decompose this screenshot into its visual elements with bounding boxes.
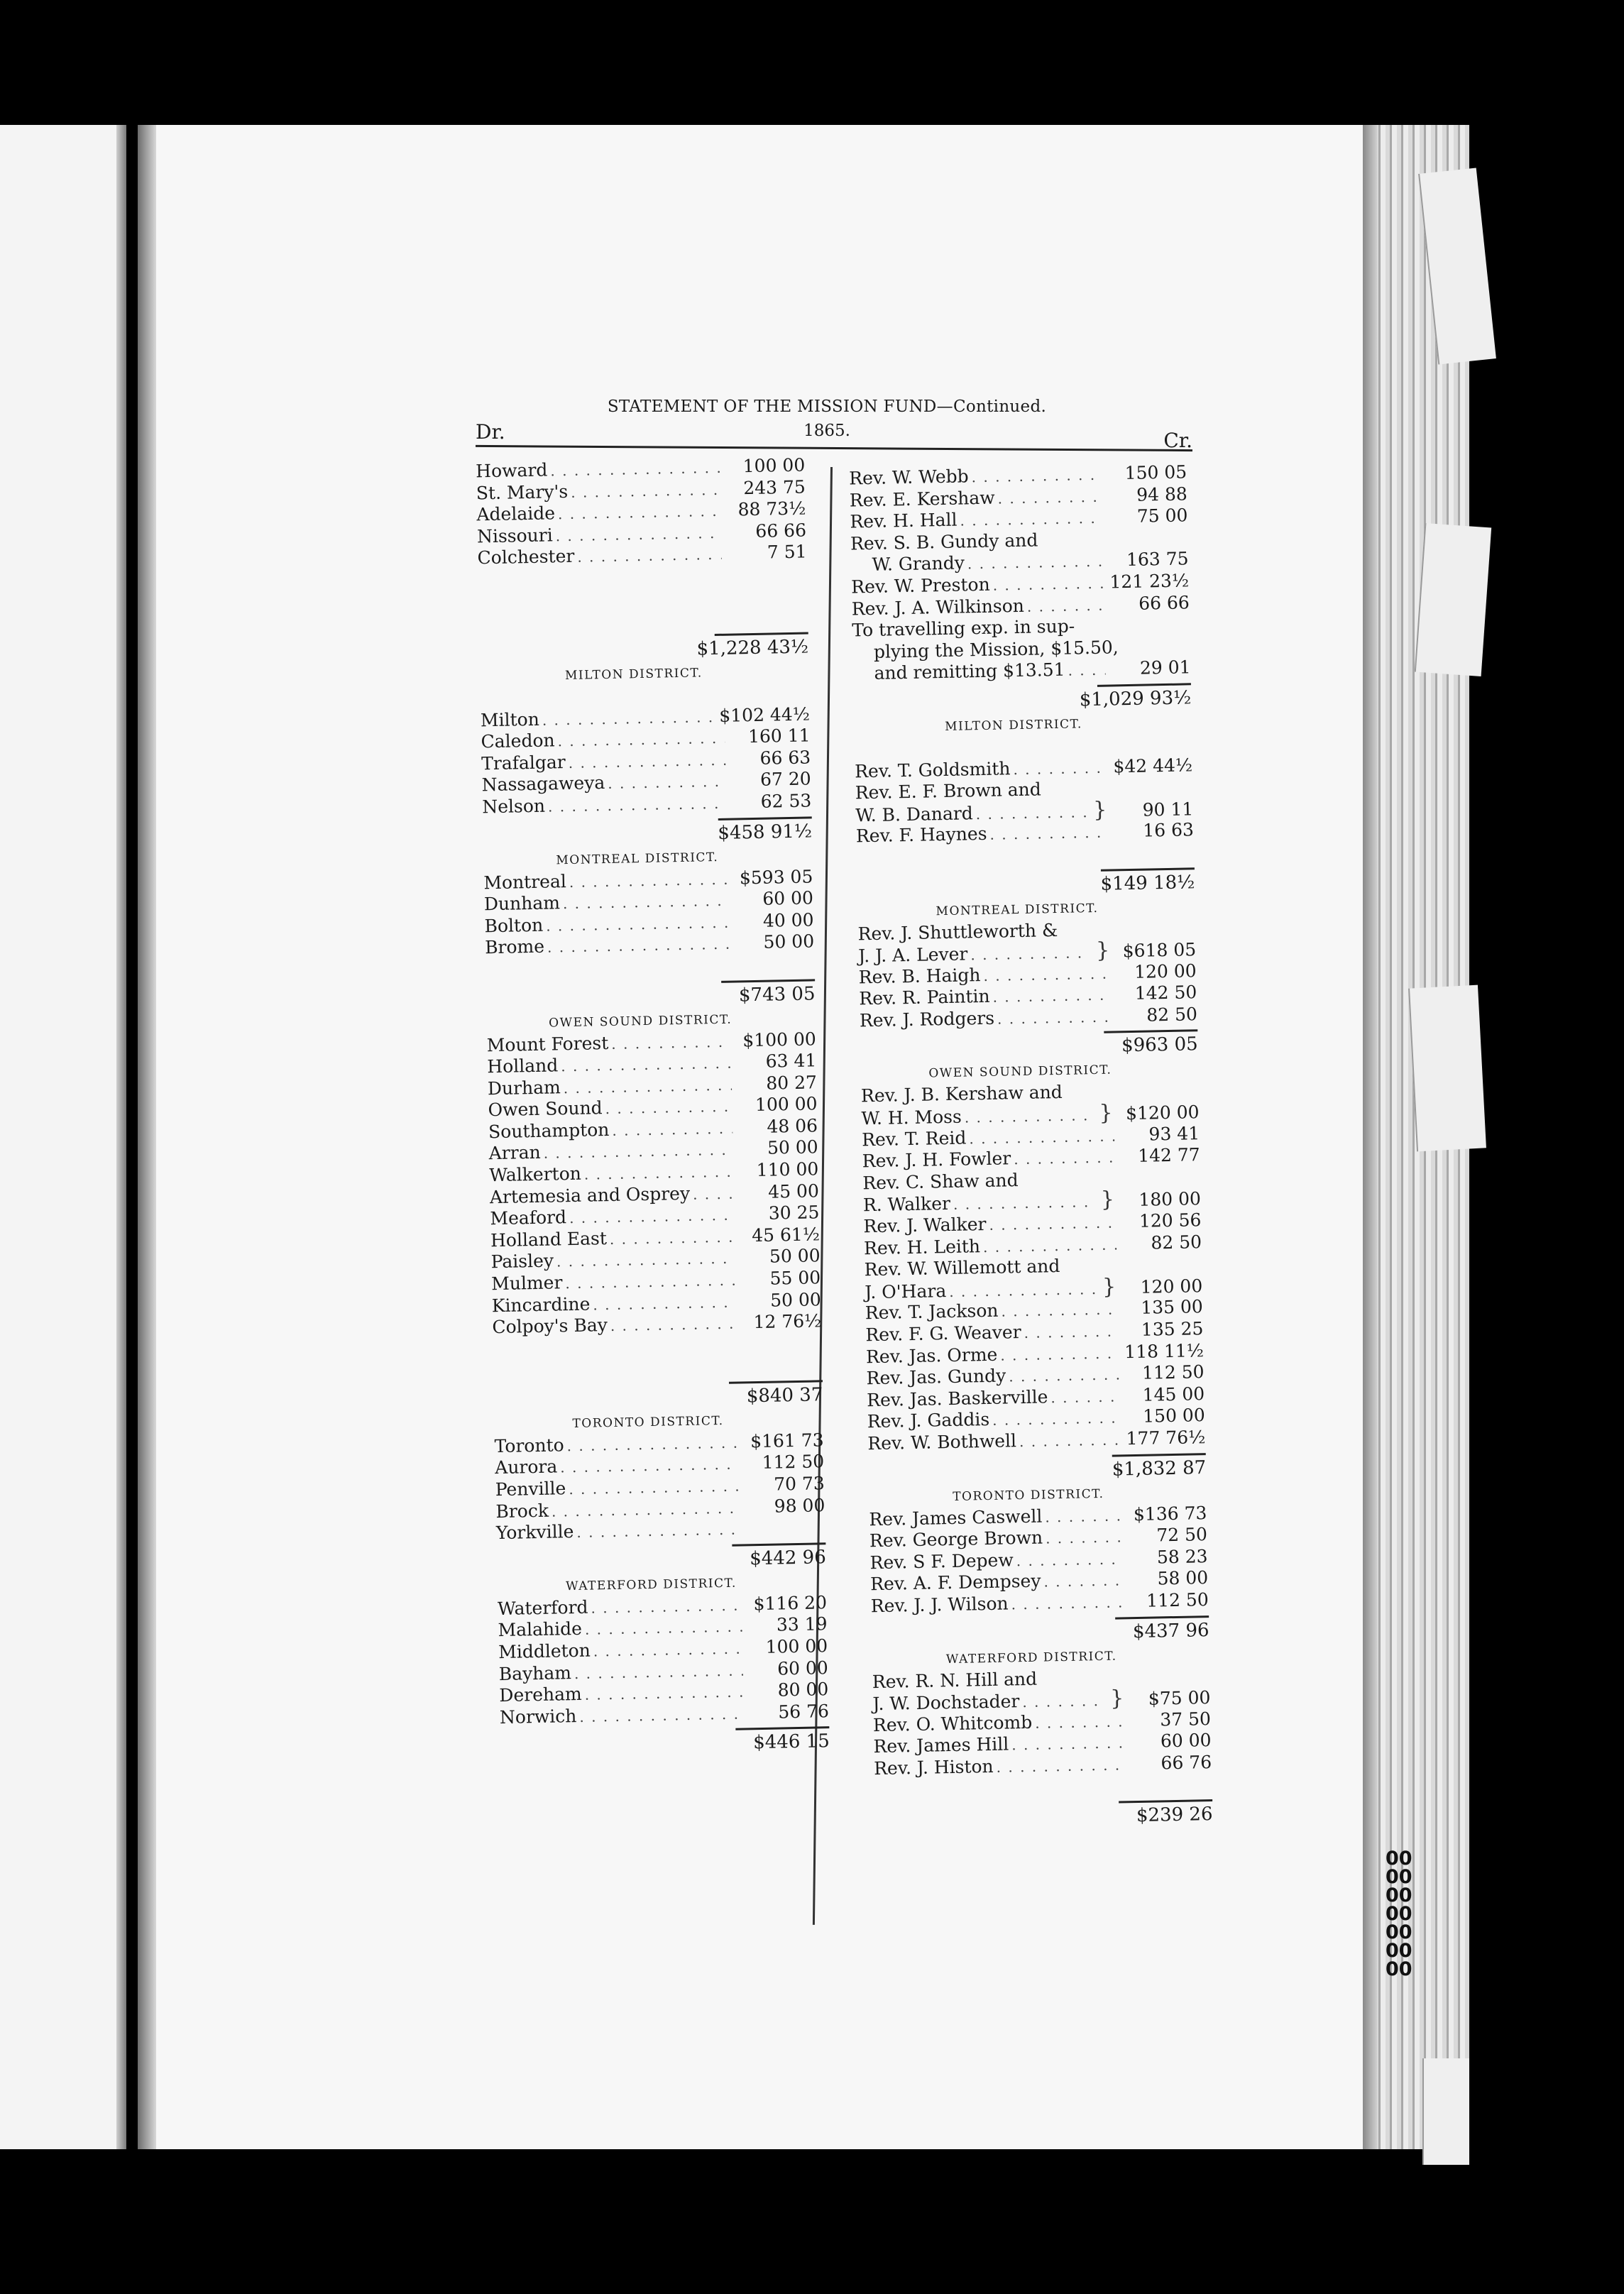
entry-name: Rev. C. Shaw and	[862, 1169, 1019, 1194]
entry-amount: 160 11	[747, 725, 811, 747]
district-heading: TORONTO DISTRICT.	[572, 1413, 724, 1431]
entry-name: Rev. J. H. Fowler	[862, 1148, 1011, 1172]
leader-dots	[1068, 659, 1106, 682]
entry-name: Rev. J. A. Wilkinson	[851, 595, 1025, 620]
leader-dots	[1011, 1591, 1124, 1615]
leader-dots	[1016, 1548, 1122, 1571]
entry-name: Rev. W. Webb	[848, 466, 969, 489]
district-heading: WATERFORD DISTRICT.	[565, 1576, 737, 1594]
entry-name: To travelling exp. in sup-	[852, 615, 1075, 641]
leader-dots	[1000, 1342, 1119, 1366]
debit-column	[454, 455, 830, 1762]
section-milton	[836, 754, 1194, 848]
section-total: $840 37	[746, 1384, 823, 1407]
entry-amount: 66 63	[759, 747, 811, 769]
leader-dots	[1121, 652, 1187, 653]
section-unnamed	[830, 461, 1191, 686]
brace-icon: }	[1102, 1274, 1116, 1300]
entry-amount: 60 00	[762, 887, 814, 909]
leader-dots	[585, 1616, 742, 1641]
entry-amount: 118 11½	[1124, 1339, 1205, 1362]
entry-amount: 121 23½	[1109, 570, 1190, 593]
entry-name: Rev. J. Rodgers	[859, 1007, 995, 1031]
entry-name: Rev. F. G. Weaver	[865, 1322, 1021, 1346]
leader-dots	[992, 573, 1104, 597]
leader-dots	[556, 1248, 735, 1273]
brace-icon: }	[1109, 1686, 1124, 1711]
entry-amount: 60 00	[1160, 1730, 1212, 1752]
entry-name: Walkerton	[489, 1163, 582, 1186]
entry-amount: 29 01	[1139, 657, 1191, 679]
entry-amount: 120 00	[1140, 1275, 1203, 1297]
entry-amount: 120 56	[1139, 1209, 1202, 1231]
entry-amount: 75 00	[1136, 505, 1188, 527]
entry-amount: 142 77	[1137, 1144, 1200, 1167]
leader-dots	[546, 911, 729, 937]
entry-name: Dereham	[499, 1684, 582, 1706]
entry-name: Howard	[475, 459, 548, 482]
entry-name: Rev. Jas. Gundy	[866, 1365, 1006, 1389]
entry-name-continued: W. B. Danard	[855, 802, 974, 826]
leader-dots	[960, 507, 1102, 532]
entry-name: Rev. W. Willemott and	[864, 1256, 1060, 1280]
entry-amount: $75 00	[1148, 1687, 1211, 1709]
entry-name: Milton	[480, 708, 540, 730]
section-total: $442 96	[749, 1547, 827, 1570]
leader-dots	[564, 1074, 733, 1099]
entry-name: Rev. J. Shuttleworth &	[857, 919, 1058, 944]
leader-dots	[611, 1031, 731, 1055]
entry-name: Rev. T. Goldsmith	[854, 757, 1011, 781]
leader-dots	[1043, 1570, 1123, 1593]
leader-dots	[558, 500, 721, 525]
entry-name-continued: plying the Mission, $15.50,	[873, 637, 1119, 662]
entry-name: Durham	[487, 1076, 561, 1099]
leader-dots	[976, 801, 1087, 825]
entry-name: St. Mary's	[476, 481, 569, 504]
leader-dots	[1014, 1147, 1115, 1170]
entry-amount: 66 76	[1161, 1751, 1212, 1774]
entry-name: Malahide	[498, 1618, 583, 1641]
entry-name: Dunham	[483, 892, 561, 915]
entry-amount: 62 53	[760, 790, 812, 812]
leader-dots	[569, 1476, 740, 1500]
section-owen-sound	[466, 1028, 822, 1339]
entry-amount: 142 50	[1134, 982, 1197, 1004]
entry-amount: 82 50	[1146, 1004, 1198, 1026]
entry-name: Rev. S F. Depew	[869, 1549, 1014, 1573]
leader-dots	[574, 1659, 743, 1684]
entry-amount: $100 00	[742, 1028, 816, 1050]
leader-dots	[1013, 757, 1107, 780]
entry-name: Brock	[495, 1500, 549, 1522]
entry-name: Aurora	[494, 1456, 558, 1478]
entry-name: Penville	[495, 1478, 566, 1500]
torn-page-tab	[1415, 523, 1491, 676]
leader-dots	[555, 522, 721, 547]
entry-amount: 50 00	[767, 1136, 818, 1159]
entry-name: Rev. R. Paintin	[859, 986, 990, 1009]
entry-name-continued: W. H. Moss	[861, 1106, 962, 1129]
leader-dots	[608, 771, 726, 795]
leader-dots	[1045, 1505, 1122, 1528]
leader-dots	[997, 485, 1102, 509]
entry-name: Rev. A. F. Dempsey	[869, 1570, 1041, 1595]
entry-amount: 50 00	[769, 1288, 822, 1311]
entry-amount: 135 25	[1141, 1318, 1204, 1340]
entry-name: Nelson	[482, 795, 546, 818]
district-heading: MILTON DISTRICT.	[944, 717, 1083, 734]
entry-amount: 66 66	[755, 520, 807, 542]
entry-name: Rev. James Hill	[873, 1733, 1009, 1757]
entry-amount: 55 00	[769, 1267, 821, 1289]
entry-amount: $161 73	[750, 1429, 824, 1452]
entry-amount: 100 00	[742, 454, 806, 477]
district-heading: OWEN SOUND DISTRICT.	[928, 1063, 1112, 1081]
entry-name: Rev. T. Jackson	[865, 1300, 999, 1324]
entry-amount: 58 00	[1157, 1567, 1209, 1589]
section-total: $446 15	[752, 1730, 830, 1754]
entry-amount: 180 00	[1139, 1188, 1202, 1211]
section-total: $239 26	[1136, 1804, 1213, 1827]
leader-dots	[989, 822, 1109, 846]
section-owen-sound	[843, 1080, 1206, 1456]
entry-name: Artemesia and Osprey	[489, 1182, 691, 1207]
leader-dots	[577, 544, 722, 568]
entry-name: Rev. O. Whitcomb	[872, 1711, 1033, 1735]
entry-name: Rev. J. B. Kershaw and	[860, 1082, 1063, 1107]
leader-dots	[568, 749, 725, 774]
entry-name-continued: J. O'Hara	[865, 1280, 947, 1303]
entry-amount: 67 20	[759, 768, 811, 791]
torn-page-tab	[1408, 985, 1486, 1152]
entry-name: Brome	[484, 936, 545, 958]
entry-amount: 40 00	[762, 909, 814, 931]
entry-amount: 7 51	[767, 541, 807, 563]
entry-amount: 112 50	[1146, 1589, 1209, 1611]
entry-amount: 45 61½	[751, 1224, 821, 1246]
entry-amount: 93 41	[1148, 1122, 1200, 1145]
debit-label: Dr.	[476, 420, 505, 444]
entry-name: Montreal	[483, 870, 567, 893]
entry-amount: 60 00	[777, 1657, 828, 1679]
leader-dots	[560, 1454, 740, 1478]
leader-dots	[996, 1754, 1126, 1778]
entry-amount: 30 25	[768, 1202, 820, 1224]
leader-dots	[569, 1204, 735, 1229]
entry-name: Rev. R. N. Hill and	[872, 1668, 1038, 1692]
ledger-header	[461, 397, 1192, 452]
entry-amount: 145 00	[1142, 1383, 1205, 1405]
entry-name: Meaford	[490, 1207, 567, 1229]
entry-name: Bolton	[484, 914, 544, 937]
entry-amount: 66 66	[1138, 591, 1190, 614]
section-total: $963 05	[1121, 1033, 1198, 1057]
entry-amount: 50 00	[763, 931, 815, 953]
leader-dots	[565, 1270, 735, 1295]
entry-name: Rev. J. Walker	[863, 1214, 987, 1237]
entry-name: Mount Forest	[486, 1032, 609, 1055]
section-total: $458 91½	[718, 820, 813, 844]
entry-name-continued: R. Walker	[862, 1193, 951, 1216]
district-heading: TORONTO DISTRICT.	[953, 1486, 1104, 1504]
entry-amount: 82 50	[1151, 1231, 1202, 1253]
entry-amount: 100 00	[765, 1635, 828, 1657]
entry-amount: 12 76½	[753, 1310, 822, 1333]
entry-name: Holland East	[490, 1227, 608, 1251]
section-waterford	[854, 1665, 1212, 1781]
entry-name: Nassagaweya	[481, 772, 605, 796]
leader-dots	[970, 942, 1089, 966]
leader-dots	[569, 868, 728, 893]
entry-name: Kincardine	[491, 1293, 591, 1316]
entry-name: Southampton	[488, 1119, 610, 1143]
edge-digit: 00	[1386, 1884, 1412, 1906]
left-page-edge	[0, 125, 126, 2149]
entry-name: Toronto	[494, 1434, 564, 1456]
section-total: $437 96	[1132, 1619, 1209, 1642]
entry-amount: 112 50	[1141, 1361, 1205, 1383]
leader-dots	[605, 1096, 732, 1120]
entry-name: Rev. Jas. Baskerville	[866, 1386, 1048, 1411]
leader-dots	[971, 464, 1102, 488]
leader-dots	[992, 1407, 1120, 1432]
torn-page-tab	[1422, 2058, 1469, 2165]
entry-name: Rev. W. Preston	[850, 574, 990, 598]
entry-amount: 94 88	[1136, 483, 1188, 505]
section-total: $149 18½	[1100, 871, 1195, 895]
page-title: STATEMENT OF THE MISSION FUND—Continued.	[607, 397, 1047, 416]
entry-amount: 88 73½	[737, 498, 806, 520]
leader-dots	[997, 1006, 1112, 1030]
entry-amount: 177 76½	[1126, 1427, 1206, 1449]
entry-name: Trafalgar	[481, 751, 566, 774]
leader-dots	[693, 1182, 734, 1205]
entry-name: Rev. F. Haynes	[855, 823, 987, 847]
leader-dots	[983, 962, 1112, 987]
entry-name: Caledon	[481, 730, 555, 752]
entry-name: Colpoy's Bay	[492, 1315, 608, 1338]
entry-amount: 70 73	[773, 1473, 825, 1495]
entry-name: Rev. George Brown	[869, 1527, 1043, 1552]
leader-dots	[1011, 1733, 1126, 1757]
entry-name: Colchester	[477, 546, 575, 569]
entry-name: Rev. J. J. Wilson	[870, 1593, 1009, 1617]
entry-name: Arran	[488, 1142, 541, 1164]
leader-dots	[1009, 1364, 1119, 1388]
section-toronto	[850, 1503, 1209, 1618]
entry-name: Rev. W. Bothwell	[867, 1430, 1017, 1454]
entry-amount: 150 00	[1142, 1405, 1205, 1427]
entry-name-continued: W. Grandy	[872, 552, 965, 576]
entry-name: Norwich	[499, 1705, 577, 1728]
entry-amount	[743, 1532, 825, 1534]
section-total: $1,029 93½	[1079, 687, 1192, 711]
entry-name: Rev. S. B. Gundy and	[850, 529, 1038, 554]
leader-dots	[989, 1212, 1116, 1236]
entry-amount: 110 00	[756, 1158, 819, 1181]
entry-amount: $116 20	[753, 1592, 828, 1614]
leader-dots	[610, 1313, 737, 1337]
section-total: $1,832 87	[1112, 1456, 1207, 1481]
leader-dots	[563, 890, 729, 915]
entry-amount: 50 00	[769, 1245, 821, 1268]
entry-name-continued: J. J. A. Lever	[857, 943, 968, 967]
leader-dots	[1027, 594, 1104, 618]
section-milton	[459, 703, 812, 818]
entry-name: Rev. B. Haigh	[858, 964, 981, 988]
year-label: 1865.	[803, 422, 850, 440]
edge-digit: 00	[1386, 1921, 1412, 1943]
leader-dots	[593, 1291, 736, 1315]
leader-dots	[547, 933, 730, 959]
leader-dots	[992, 984, 1112, 1009]
entry-name: Middleton	[498, 1640, 591, 1663]
district-heading: OWEN SOUND DISTRICT.	[549, 1012, 733, 1031]
entry-amount: 48 06	[767, 1115, 818, 1137]
entry-amount: 37 50	[1160, 1708, 1212, 1730]
entry-name-continued: and remitting $13.51	[874, 659, 1065, 684]
entry-amount: 63 41	[765, 1050, 817, 1072]
edge-digit: 00	[1386, 1866, 1412, 1888]
section-toronto	[473, 1429, 825, 1544]
leader-dots	[584, 1161, 734, 1186]
entry-amount: 90 11	[1142, 798, 1194, 821]
entry-amount: 98 00	[774, 1494, 825, 1517]
entry-amount: $120 00	[1125, 1102, 1200, 1124]
entry-name: Rev. J. Histon	[873, 1755, 994, 1779]
edge-digit: 00	[1386, 1940, 1412, 1962]
leader-dots	[584, 1681, 743, 1706]
leader-dots	[561, 1053, 732, 1077]
entry-amount: 135 00	[1141, 1296, 1204, 1319]
leader-dots	[550, 457, 720, 482]
entry-name: Rev. H. Leith	[863, 1235, 981, 1258]
entry-amount: 80 00	[777, 1679, 829, 1701]
entry-name: Rev. E. F. Brown and	[855, 779, 1042, 803]
entry-name: Rev. James Caswell	[869, 1505, 1043, 1530]
entry-amount: 58 23	[1156, 1545, 1208, 1568]
edge-digit: 00	[1386, 1848, 1412, 1870]
entry-name: Paisley	[490, 1250, 554, 1273]
entry-amount: $136 73	[1133, 1502, 1207, 1525]
entry-amount: 150 05	[1124, 461, 1187, 484]
entry-name: Nissouri	[476, 525, 553, 547]
leader-dots	[1001, 1299, 1118, 1323]
entry-amount: 80 27	[766, 1072, 818, 1094]
entry-name: Rev. E. Kershaw	[849, 487, 995, 511]
entry-name: Holland	[487, 1055, 559, 1077]
entry-amount: 72 50	[1156, 1524, 1208, 1546]
entry-name: Rev. H. Hall	[850, 509, 958, 532]
entry-name: Rev. J. Gaddis	[867, 1409, 990, 1432]
brace-icon: }	[1099, 1100, 1113, 1126]
leader-dots	[542, 706, 717, 731]
district-heading: MONTREAL DISTRICT.	[936, 901, 1099, 918]
leader-dots	[967, 551, 1104, 575]
entry-amount: 45 00	[767, 1180, 820, 1202]
credit-column	[830, 461, 1213, 1834]
leader-dots	[969, 1125, 1114, 1150]
brace-icon: }	[1095, 938, 1110, 964]
section-waterford	[476, 1592, 829, 1729]
leader-dots	[612, 1118, 733, 1142]
entry-amount: 100 00	[755, 1093, 818, 1116]
entry-name: Rev. T. Reid	[861, 1127, 967, 1150]
leader-dots	[983, 1234, 1117, 1258]
section-total: $743 05	[738, 982, 816, 1006]
entry-amount: 163 75	[1126, 548, 1189, 571]
leader-dots	[566, 1432, 739, 1456]
leader-dots	[1035, 1711, 1126, 1734]
entry-name: Yorkville	[495, 1521, 574, 1544]
leader-dots	[1050, 1385, 1119, 1408]
leader-dots	[610, 1226, 735, 1250]
entry-amount: 120 00	[1134, 960, 1197, 982]
entry-amount: 16 63	[1143, 819, 1195, 841]
entry-name: Bayham	[498, 1662, 572, 1684]
entry-name: Waterford	[497, 1596, 588, 1619]
entry-name-continued: J. W. Dochstader	[872, 1691, 1020, 1715]
district-heading: WATERFORD DISTRICT.	[945, 1649, 1117, 1667]
district-heading: MILTON DISTRICT.	[564, 666, 703, 684]
credit-label: Cr.	[1163, 429, 1192, 452]
edge-digit: 00	[1386, 1903, 1412, 1925]
entry-name: Rev. Jas. Orme	[865, 1344, 998, 1367]
leader-dots	[571, 478, 720, 503]
entry-amount: 33 19	[776, 1613, 828, 1635]
entry-amount: $593 05	[739, 865, 813, 888]
brace-icon: }	[1092, 797, 1107, 823]
entry-amount: $102 44½	[719, 703, 811, 726]
leader-dots	[591, 1594, 742, 1619]
entry-name: Mulmer	[490, 1272, 563, 1295]
district-heading: MONTREAL DISTRICT.	[556, 850, 719, 867]
entry-name: Adelaide	[476, 503, 556, 525]
entry-amount: 112 50	[762, 1451, 825, 1473]
brace-icon: }	[1100, 1187, 1115, 1213]
section-montreal	[839, 917, 1197, 1033]
leader-dots	[1019, 1429, 1121, 1452]
section-total: $1,228 43½	[696, 636, 809, 660]
entry-amount: 243 75	[743, 476, 806, 498]
leader-dots	[593, 1637, 743, 1662]
leader-dots	[1046, 1527, 1123, 1550]
entry-amount: $618 05	[1122, 939, 1197, 962]
leader-dots	[552, 1497, 740, 1522]
entry-amount: 56 76	[778, 1700, 830, 1723]
edge-digit: 00	[1386, 1958, 1412, 1980]
leader-dots	[1024, 1320, 1118, 1344]
entry-name: Owen Sound	[488, 1097, 603, 1121]
leader-dots	[557, 728, 725, 752]
section-montreal	[462, 866, 814, 960]
entry-amount: $42 44½	[1113, 754, 1193, 776]
edge-digits	[1386, 1850, 1428, 1979]
section-unnamed	[454, 455, 807, 570]
leader-dots	[1022, 1690, 1104, 1713]
leader-dots	[965, 1104, 1092, 1129]
